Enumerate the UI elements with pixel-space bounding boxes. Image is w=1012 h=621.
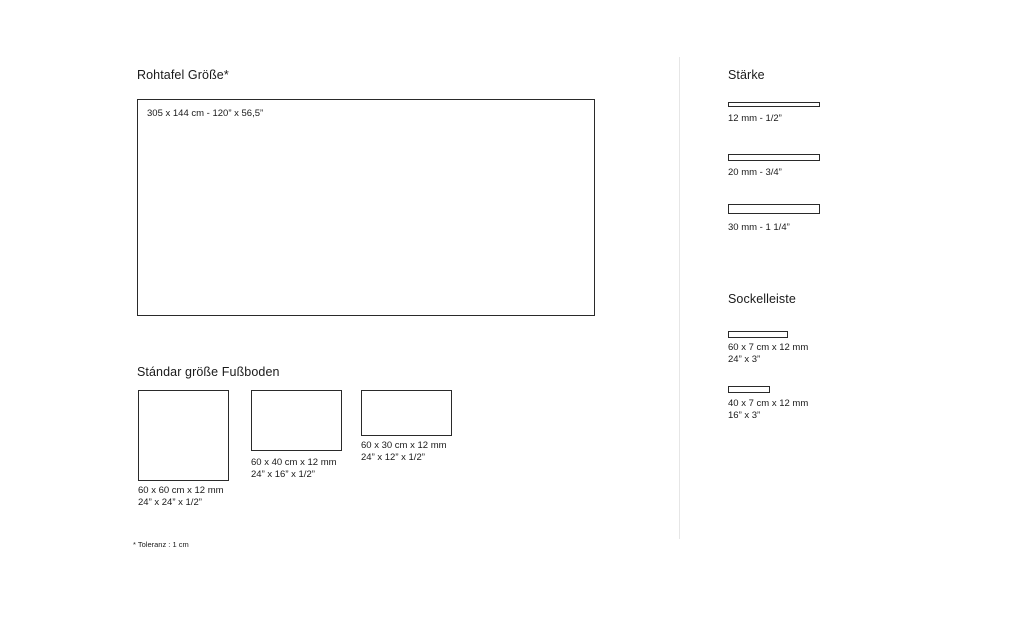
tile-60x40-outline: [251, 390, 342, 451]
skirting-40-metric: 40 x 7 cm x 12 mm: [728, 398, 809, 409]
tile-60x60-metric: 60 x 60 cm x 12 mm: [138, 485, 224, 496]
floor-title: Stándar größe Fußboden: [137, 365, 280, 379]
tile-60x40-imperial: 24” x 16” x 1/2”: [251, 469, 315, 480]
skirting-60-bar: [728, 331, 788, 338]
skirting-60-caption: [728, 342, 808, 366]
tile-60x60-imperial: 24” x 24” x 1/2”: [138, 497, 202, 508]
thickness-30mm-label: 30 mm - 1 1/4”: [728, 222, 790, 233]
slab-dimension-label: 305 x 144 cm - 120” x 56,5”: [147, 108, 264, 119]
thickness-12mm-bar: [728, 102, 820, 107]
thickness-12mm-label: 12 mm - 1/2”: [728, 113, 782, 124]
tile-60x30-metric: 60 x 30 cm x 12 mm: [361, 440, 447, 451]
tile-60x30-outline: [361, 390, 452, 436]
skirting-40-imperial: 16” x 3”: [728, 410, 761, 421]
skirting-40-bar: [728, 386, 770, 393]
slab-title: Rohtafel Größe*: [137, 68, 229, 82]
tolerance-footnote: * Toleranz : 1 cm: [133, 540, 189, 549]
tile-60x60-caption: [138, 485, 224, 509]
tile-60x40-metric: 60 x 40 cm x 12 mm: [251, 457, 337, 468]
tile-60x60-outline: [138, 390, 229, 481]
skirting-title: Sockelleiste: [728, 292, 796, 306]
thickness-30mm-bar: [728, 204, 820, 214]
slab-outline: [137, 99, 595, 316]
column-divider: [679, 57, 680, 539]
skirting-60-metric: 60 x 7 cm x 12 mm: [728, 342, 809, 353]
thickness-20mm-bar: [728, 154, 820, 161]
thickness-title: Stärke: [728, 68, 765, 82]
skirting-60-imperial: 24” x 3”: [728, 354, 761, 365]
tile-60x40-caption: [251, 457, 337, 481]
tile-60x30-imperial: 24” x 12” x 1/2”: [361, 452, 425, 463]
skirting-40-caption: [728, 398, 808, 422]
tile-60x30-caption: [361, 440, 447, 464]
thickness-20mm-label: 20 mm - 3/4”: [728, 167, 782, 178]
